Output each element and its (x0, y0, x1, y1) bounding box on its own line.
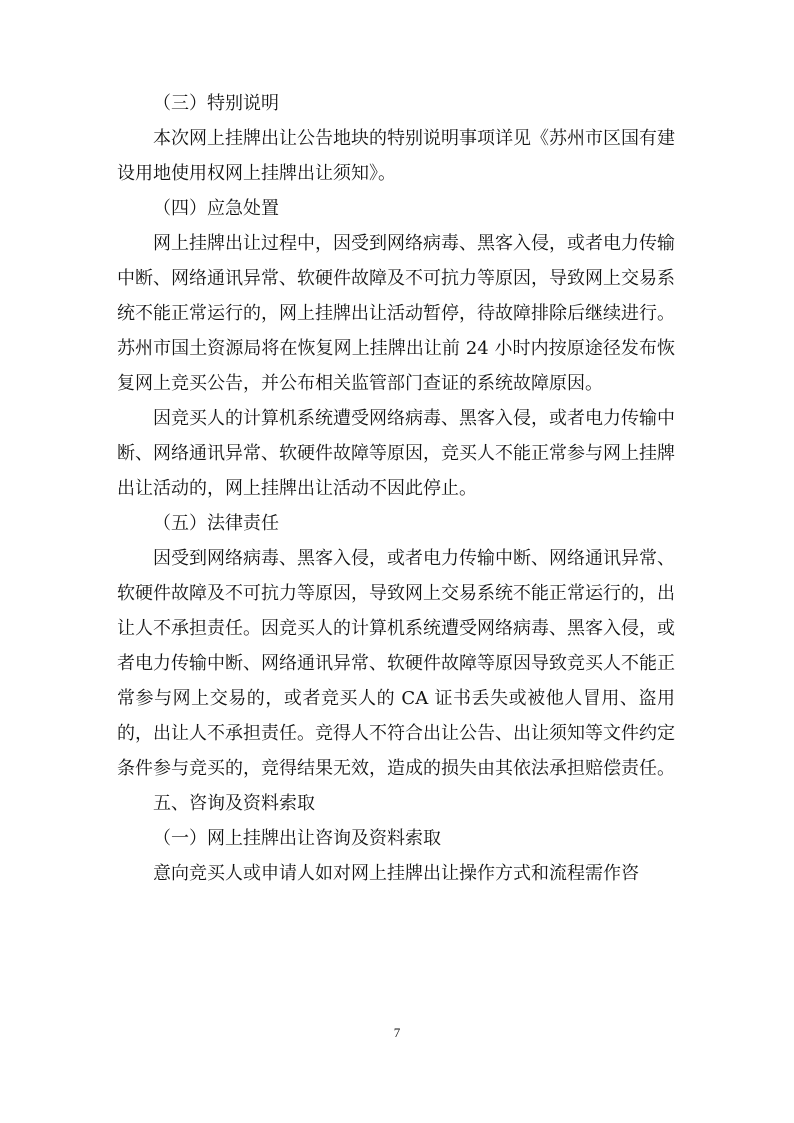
section-heading-special-notes: （三）特别说明 (153, 93, 279, 114)
paragraph-emergency-2: 因竞买人的计算机系统遭受网络病毒、黑客入侵，或者电力传输中断、网络通讯异常、软硬件故障等原因，竞买人不能正常参与网上挂牌出让活动的，网上挂牌出让活动不因此停止。 (117, 408, 675, 499)
page-number: 7 (393, 1025, 401, 1040)
document-body (117, 86, 675, 891)
section-heading-emergency: （四）应急处置 (153, 198, 279, 219)
section-heading-legal-liability: （五）法律责任 (153, 513, 279, 534)
paragraph-emergency-1: 网上挂牌出让过程中，因受到网络病毒、黑客入侵，或者电力传输中断、网络通讯异常、软硬件故障及不可抗力等原因，导致网上交易系统不能正常运行的，网上挂牌出让活动暂停，待故障排除后继续进行。苏州市国土资源局将在恢复网上挂牌出让前 24 小时内按原途径发布恢复网上竞买公告，并公布相关监管部门查证的系统故障原因。 (117, 233, 675, 394)
paragraph-consultation: 意向竞买人或申请人如对网上挂牌出让操作方式和流程需作咨 (153, 863, 639, 884)
paragraph-legal-liability: 因受到网络病毒、黑客入侵，或者电力传输中断、网络通讯异常、软硬件故障及不可抗力等原因，导致网上交易系统不能正常运行的，出让人不承担责任。因竞买人的计算机系统遭受网络病毒、黑客入侵，或者电力传输中断、网络通讯异常、软硬件故障等原因导致竞买人不能正常参与网上交易的，或者竞买人的 CA 证书丢失或被他人冒用、盗用的，出让人不承担责任。竞得人不符合出让公告、出让须知等文件约定条件参与竞买的，竞得结果无效，造成的损失由其依法承担赔偿责任。 (117, 548, 675, 779)
paragraph-special-notes: 本次网上挂牌出让公告地块的特别说明事项详见《苏州市区国有建设用地使用权网上挂牌出让须知》。 (117, 128, 675, 184)
subsection-heading-consultation: （一）网上挂牌出让咨询及资料索取 (153, 828, 441, 849)
section-heading-consultation: 五、咨询及资料索取 (153, 793, 315, 814)
